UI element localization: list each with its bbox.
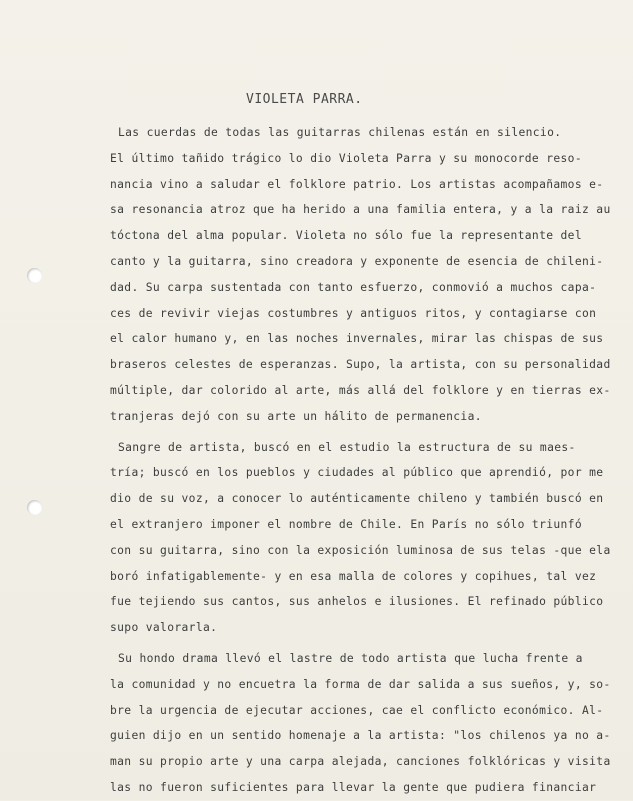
document-title: VIOLETA PARRA. xyxy=(246,92,363,107)
text-line: tóctona del alma popular. Violeta no sólo fue la representante del xyxy=(110,229,582,243)
text-line: dad. Su carpa sustentada con tanto esfuerzo, conmovió a muchos capa- xyxy=(110,280,597,294)
text-line: tranjeras dejó con su arte un hálito de permanencia. xyxy=(110,409,482,423)
text-line: la comunidad y no encuetra la forma de dar salida a sus sueños, y, so- xyxy=(110,677,611,691)
text-line: ces de revivir viejas costumbres y antiguos ritos, y contagiarse con xyxy=(110,306,597,320)
text-line: Sangre de artista, buscó en el estudio la estructura de su maes- xyxy=(118,440,576,454)
text-line: Las cuerdas de todas las guitarras chilenas están en silencio. xyxy=(118,126,562,139)
text-line: guien dijo en un sentido homenaje a la artista: "los chilenos ya no a- xyxy=(110,729,611,743)
text-line: el calor humano y, en las noches invernales, mirar las chispas de sus xyxy=(110,332,604,346)
text-line: Su hondo drama llevó el lastre de todo artista que lucha frente a xyxy=(118,651,583,665)
text-line: múltiple, dar colorido al arte, más allá del folklore y en tierras ex- xyxy=(110,383,611,397)
text-line: bre la urgencia de ejecutar acciones, cae el conflicto económico. Al- xyxy=(110,703,604,717)
text-line: braseros celestes de esperanzas. Supo, la artista, con su personalidad xyxy=(110,358,611,372)
text-line: canto y la guitarra, sino creadora y exponente de esencia de chileni- xyxy=(110,254,604,268)
text-line: El último tañido trágico lo dio Violeta Parra y su monocorde reso- xyxy=(110,151,582,165)
text-line: el extranjero imponer el nombre de Chile. En París no sólo triunfó xyxy=(110,517,582,531)
text-line: man su propio arte y una carpa alejada, canciones folklóricas y visita xyxy=(110,755,611,769)
text-line: sa resonancia atroz que ha herido a una familia entera, y a la raiz au xyxy=(110,203,611,217)
document-body xyxy=(110,120,610,801)
text-line: supo valorarla. xyxy=(110,621,218,635)
text-line: nancia vino a saludar el folklore patrio. Los artistas acompañamos e- xyxy=(110,177,604,191)
text-line: fue tejiendo sus cantos, sus anhelos e ilusiones. El refinado público xyxy=(110,595,604,609)
text-line: boró infatigablemente- y en esa malla de colores y copihues, tal vez xyxy=(110,569,597,583)
binder-hole-top xyxy=(27,268,42,283)
binder-hole-bottom xyxy=(27,500,42,515)
text-line: dio de su voz, a conocer lo auténticamente chileno y también buscó en xyxy=(110,492,604,506)
text-line: las no fueron suficientes para llevar la gente que pudiera financiar xyxy=(110,780,597,794)
text-line: con su guitarra, sino con la exposición luminosa de sus telas -que ela xyxy=(110,543,611,557)
text-line: tría; buscó en los pueblos y ciudades al público que aprendió, por me xyxy=(110,466,604,480)
